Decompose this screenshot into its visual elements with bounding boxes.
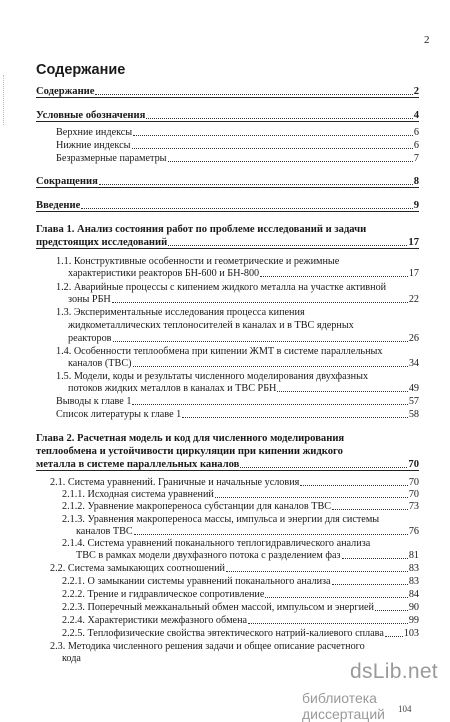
toc-entry[interactable]: Условные обозначения 4 [36,110,419,121]
toc-entry[interactable]: Выводы к главе 1 57 [56,396,419,407]
toc-entry[interactable]: 2.2.4. Характеристики межфазного обмена 99 [62,615,419,626]
page-number: 2 [424,34,430,46]
toc-entry-title[interactable]: 2.1.3. Уравнения макропереноса массы, импульса и энергии для системы [62,514,380,525]
toc-entry[interactable]: 2.1.2. Уравнение макропереноса субстанции для каналов ТВС 73 [62,501,419,512]
toc-entry-title[interactable]: 1.3. Экспериментальные исследования процесса кипения [56,307,305,318]
toc-entry[interactable]: 2.1. Система уравнений. Граничные и начальные условия 70 [50,477,419,488]
toc-entry-title[interactable]: 2.3. Методика численного решения задачи и общее описание расчетного [50,641,365,652]
watermark-logo: dsLib.net [350,660,438,683]
toc-entry-title-cont: кода [62,653,81,664]
toc-entry[interactable]: 2.2.3. Поперечный межканальный обмен массой, импульсом и энергией 90 [62,602,419,613]
toc-entry-title-cont: жидкометаллических теплоносителей в каналах и в ТВС ядерных [68,320,354,331]
toc-entry[interactable]: Нижние индексы 6 [56,140,419,151]
toc-entry[interactable]: Список литературы к главе 1 58 [56,409,419,420]
watermark-tagline: библиотека диссертаций [302,690,385,722]
toc-entry[interactable]: Содержание 2 [36,86,419,97]
watermark[interactable] [300,660,450,722]
toc-entry-title[interactable]: Глава 2. Расчетная модель и код для численного моделирования [36,433,345,444]
toc-entry-title[interactable]: 1.1. Конструктивные особенности и геометрические и режимные [56,256,340,267]
toc-entry[interactable]: каналов ТВС 76 [76,526,419,537]
toc-entry[interactable]: потоков жидких металлов в каналах и ТВС РБН 49 [68,383,419,394]
toc-entry[interactable]: 2.2.5. Теплофизические свойства эвтектического натрий-калиевого сплава 103 [62,628,419,639]
toc-entry-title[interactable]: 1.4. Особенности теплообмена при кипении ЖМТ в системе параллельных [56,346,383,357]
toc-entry[interactable]: Введение 9 [36,200,419,211]
toc-entry-title[interactable]: 1.5. Модели, коды и результаты численного моделирования двухфазных [56,371,369,382]
toc-entry[interactable]: 2.1.1. Исходная система уравнений 70 [62,489,419,500]
toc-entry[interactable]: ТВС в рамках модели двухфазного потока с разделением фаз 81 [76,550,419,561]
toc-entry[interactable]: Безразмерные параметры 7 [56,153,419,164]
toc-entry[interactable]: реакторов 26 [68,333,419,344]
partial-page-number: 104 [398,704,412,714]
toc-entry[interactable]: 2.2.2. Трение и гидравлическое сопротивление 84 [62,589,419,600]
toc-entry[interactable]: металла в системе параллельных каналов 70 [36,459,419,470]
toc-entry[interactable]: характеристики реакторов БН-600 и БН-800 17 [68,268,419,279]
toc-entry[interactable]: предстоящих исследований 17 [36,237,419,248]
toc-entry-title[interactable]: Глава 1. Анализ состояния работ по проблеме исследований и задачи [36,224,367,235]
toc-entry-title[interactable]: 2.1.4. Система уравнений поканального теплогидравлического анализа [62,538,371,549]
toc-entry[interactable]: 2.2.1. О замыкании системы уравнений поканального анализа 83 [62,576,419,587]
toc-entry[interactable]: каналов (ТВС) 34 [68,358,419,369]
toc-entry-title-cont: теплообмена и устойчивости циркуляции при кипении жидкого [36,446,343,457]
toc-entry[interactable]: 2.2. Система замыкающих соотношений 83 [50,563,419,574]
toc-entry[interactable]: Верхние индексы 6 [56,127,419,138]
toc-entry[interactable]: Сокращения 8 [36,176,419,187]
toc-entry-title[interactable]: 1.2. Аварийные процессы с кипением жидкого металла на участке активной [56,282,387,293]
toc-entry[interactable]: зоны РБН 22 [68,294,419,305]
contents-heading: Содержание [36,62,126,78]
